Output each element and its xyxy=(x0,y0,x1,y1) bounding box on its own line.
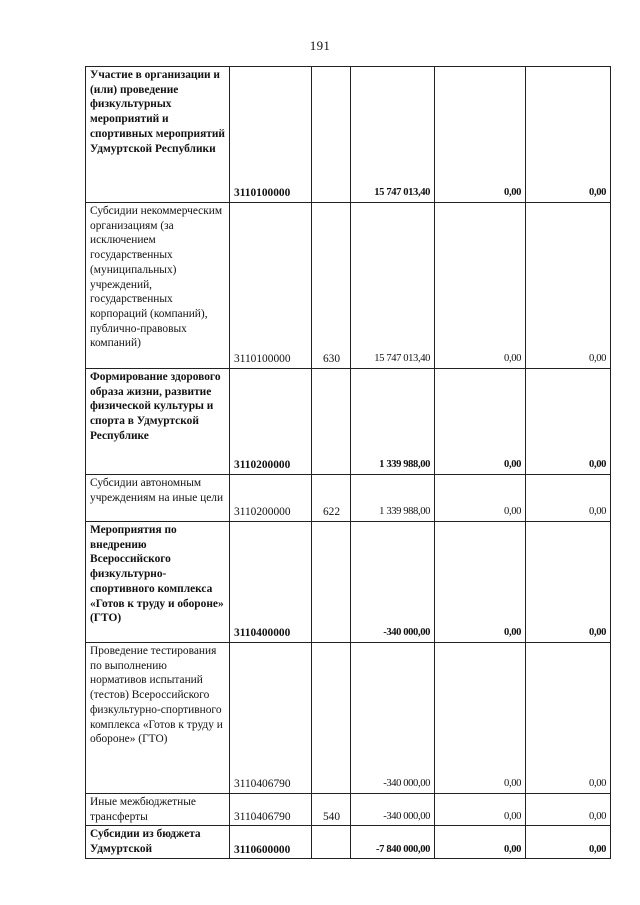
row-name: Проведение тестирования по выполнению нормативов испытаний (тестов) Всероссийского физкультурно-спортивного комплекса «Готов к труду и обороне» (ГТО) xyxy=(86,643,230,794)
row-code: 3110100000 xyxy=(230,67,312,203)
row-amount-2: 0,00 xyxy=(435,475,526,522)
row-amount-2: 0,00 xyxy=(435,369,526,475)
table-row xyxy=(86,826,611,859)
row-expense-type xyxy=(312,826,351,859)
row-expense-type xyxy=(312,67,351,203)
row-code: 3110200000 xyxy=(230,369,312,475)
table-row xyxy=(86,643,611,794)
row-amount-3: 0,00 xyxy=(526,203,611,369)
row-amount-2: 0,00 xyxy=(435,522,526,643)
table-row xyxy=(86,475,611,522)
row-name: Субсидии автономным учреждениям на иные цели xyxy=(86,475,230,522)
row-expense-type: 630 xyxy=(312,203,351,369)
row-name: Участие в организации и (или) проведение физкультурных мероприятий и спортивных мероприятий Удмуртской Республики xyxy=(86,67,230,203)
row-expense-type: 622 xyxy=(312,475,351,522)
row-expense-type xyxy=(312,369,351,475)
row-amount-3: 0,00 xyxy=(526,475,611,522)
budget-table xyxy=(85,66,611,859)
row-amount-2: 0,00 xyxy=(435,826,526,859)
row-expense-type xyxy=(312,643,351,794)
row-amount-1: 15 747 013,40 xyxy=(351,67,435,203)
row-amount-1: 15 747 013,40 xyxy=(351,203,435,369)
row-amount-2: 0,00 xyxy=(435,67,526,203)
row-name: Формирование здорового образа жизни, развитие физической культуры и спорта в Удмуртской Республике xyxy=(86,369,230,475)
page-number: 191 xyxy=(309,38,331,53)
row-name: Субсидии некоммерческим организациям (за исключением государственных (муниципальных) учреждений, государственных корпораций (компаний), публично-правовых компаний) xyxy=(86,203,230,369)
row-amount-3: 0,00 xyxy=(526,794,611,826)
row-name: Иные межбюджетные трансферты xyxy=(86,794,230,826)
row-name: Субсидии из бюджета Удмуртской xyxy=(86,826,230,859)
row-amount-3: 0,00 xyxy=(526,522,611,643)
row-code: 3110200000 xyxy=(230,475,312,522)
row-amount-2: 0,00 xyxy=(435,203,526,369)
table-row xyxy=(86,522,611,643)
row-code: 3110400000 xyxy=(230,522,312,643)
row-code: 3110406790 xyxy=(230,643,312,794)
row-amount-3: 0,00 xyxy=(526,826,611,859)
row-code: 3110100000 xyxy=(230,203,312,369)
row-amount-3: 0,00 xyxy=(526,67,611,203)
row-code: 3110406790 xyxy=(230,794,312,826)
row-amount-1: -340 000,00 xyxy=(351,522,435,643)
row-code: 3110600000 xyxy=(230,826,312,859)
row-amount-1: 1 339 988,00 xyxy=(351,475,435,522)
row-expense-type: 540 xyxy=(312,794,351,826)
row-name: Мероприятия по внедрению Всероссийского физкультурно-спортивного комплекса «Готов к труду и обороне» (ГТО) xyxy=(86,522,230,643)
table-row xyxy=(86,203,611,369)
row-amount-1: 1 339 988,00 xyxy=(351,369,435,475)
row-amount-2: 0,00 xyxy=(435,643,526,794)
row-amount-3: 0,00 xyxy=(526,369,611,475)
table-row xyxy=(86,369,611,475)
row-amount-3: 0,00 xyxy=(526,643,611,794)
table-row xyxy=(86,794,611,826)
row-amount-1: -7 840 000,00 xyxy=(351,826,435,859)
row-amount-1: -340 000,00 xyxy=(351,794,435,826)
row-amount-1: -340 000,00 xyxy=(351,643,435,794)
row-amount-2: 0,00 xyxy=(435,794,526,826)
row-expense-type xyxy=(312,522,351,643)
table-row xyxy=(86,67,611,203)
